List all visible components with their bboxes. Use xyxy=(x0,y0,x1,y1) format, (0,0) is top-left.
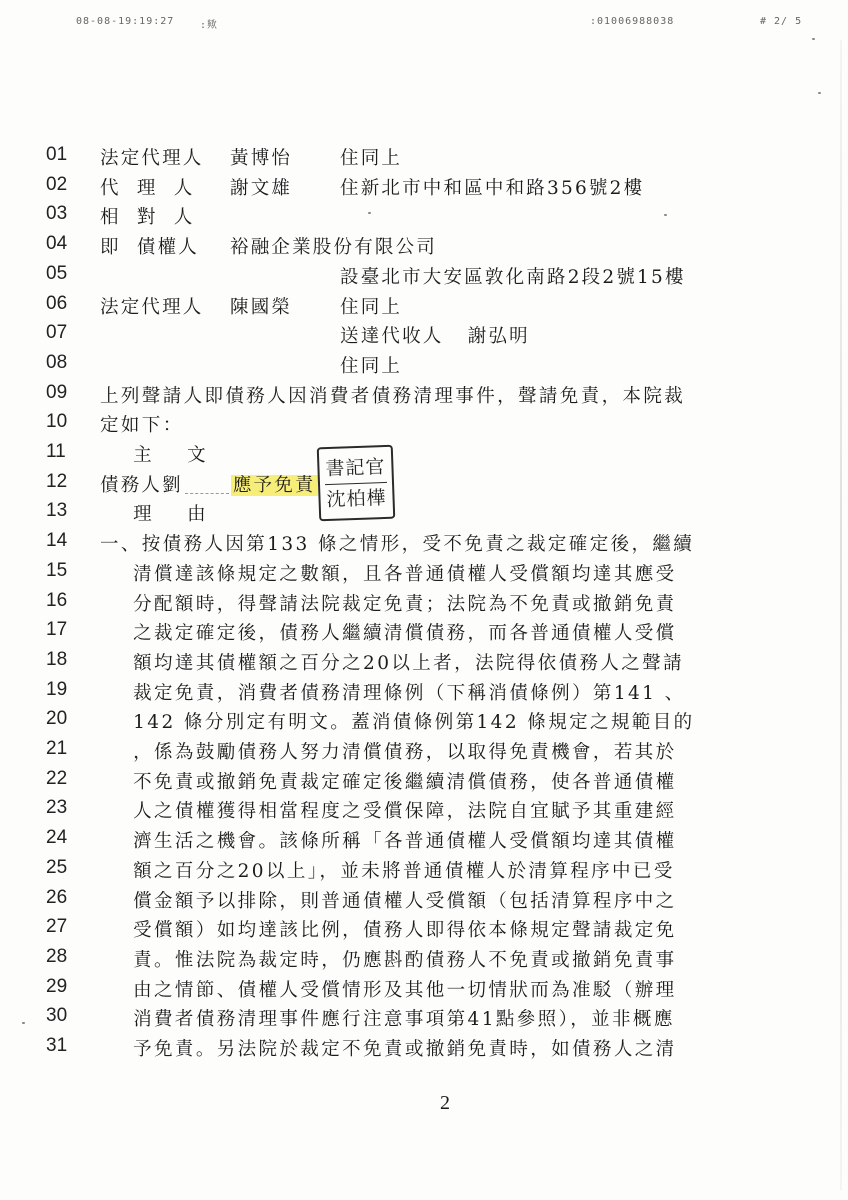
party-field: 住同上 xyxy=(340,296,403,318)
line-text: 責。惟法院為裁定時，仍應斟酌債務人不免責或撤銷免責事 xyxy=(100,949,677,971)
party-field: 住同上 xyxy=(340,355,403,377)
document-line xyxy=(0,768,848,798)
document-line xyxy=(0,352,848,382)
document-line xyxy=(0,233,848,263)
fax-timestamp: 08-08-19:19:27 xyxy=(76,16,175,27)
fax-sender: :歟 xyxy=(200,20,219,31)
line-number: 13 xyxy=(46,500,68,522)
document-line xyxy=(0,827,848,857)
line-text: 主 文 xyxy=(100,445,209,466)
line-text: 142 條分別定有明文。蓋消債條例第142 條規定之規範目的 xyxy=(100,712,695,734)
line-number: 07 xyxy=(46,322,68,344)
line-number: 23 xyxy=(46,797,68,819)
line-number: 28 xyxy=(46,945,68,967)
party-field: 住新北市中和區中和路356號2樓 xyxy=(340,177,645,199)
document-line xyxy=(0,946,848,976)
document-line xyxy=(0,174,848,204)
line-number: 29 xyxy=(46,975,68,997)
highlighted-ruling: 應予免責 xyxy=(232,474,316,496)
line-number: 09 xyxy=(46,381,68,403)
line-number: 18 xyxy=(46,648,68,670)
fax-page: # 2/ 5 xyxy=(760,16,803,27)
line-text: 額之百分之20以上」，並未將普通債權人於清算程序中已受 xyxy=(100,860,675,882)
line-number: 10 xyxy=(46,411,68,433)
seal-name: 沈柏樺 xyxy=(326,486,387,511)
scan-speck xyxy=(812,38,815,40)
clerk-seal xyxy=(317,445,396,522)
scan-speck xyxy=(818,92,821,94)
party-field: 送達代收人 謝弘明 xyxy=(340,326,530,348)
document-line xyxy=(0,738,848,768)
line-text: 濟生活之機會。該條所稱「各普通債權人受償額均達其債權 xyxy=(100,831,677,853)
line-text: 一、按債務人因第133 條之情形，受不免責之裁定確定後，繼續 xyxy=(100,534,695,556)
line-number: 02 xyxy=(46,173,68,195)
document-line xyxy=(0,411,848,441)
document-line xyxy=(0,649,848,679)
document-line xyxy=(0,590,848,620)
line-number: 06 xyxy=(46,292,68,314)
line-number: 22 xyxy=(46,767,68,789)
line-text: 消費者債務清理事件應行注意事項第41點參照），並非概應 xyxy=(100,1009,675,1031)
document-line xyxy=(0,976,848,1006)
party-field: 即 債權人 xyxy=(100,237,199,259)
line-number: 05 xyxy=(46,262,68,284)
line-text: 清償達該條規定之數額，且各普通債權人受償額均達其應受 xyxy=(100,563,677,585)
line-text: 理 由 xyxy=(100,504,209,526)
document-line xyxy=(0,263,848,293)
line-number: 16 xyxy=(46,589,68,611)
line-number: 31 xyxy=(46,1035,68,1056)
document-line xyxy=(0,1005,848,1035)
line-text: 由之情節、債權人受償情形及其他一切情狀而為准駁（辦理 xyxy=(100,979,677,1001)
document-line xyxy=(0,144,848,174)
document-line xyxy=(0,322,848,352)
party-field: 黃博怡 xyxy=(230,148,293,169)
line-number: 01 xyxy=(46,144,68,165)
line-number: 14 xyxy=(46,530,68,552)
line-text: 受償額）如均達該比例，債務人即得依本條規定聲請裁定免 xyxy=(100,920,677,942)
line-number: 30 xyxy=(46,1005,68,1027)
party-field: 法定代理人 xyxy=(100,148,204,169)
line-number: 12 xyxy=(46,470,68,492)
party-field: 法定代理人 xyxy=(100,296,204,318)
ruling-subject: 債務人劉 xyxy=(100,474,183,496)
redacted-name xyxy=(185,479,229,494)
fax-number: :01006988038 xyxy=(590,16,675,27)
document-line xyxy=(0,293,848,323)
line-number: 15 xyxy=(46,559,68,581)
line-number: 08 xyxy=(46,351,68,373)
document-line xyxy=(0,887,848,917)
line-text: 定如下： xyxy=(100,415,184,437)
line-number: 27 xyxy=(46,916,68,938)
line-number: 25 xyxy=(46,856,68,878)
line-number: 04 xyxy=(46,233,68,255)
party-field: 住同上 xyxy=(340,148,403,169)
line-number: 17 xyxy=(46,619,68,641)
line-text: 分配額時，得聲請法院裁定免責；法院為不免責或撤銷免責 xyxy=(100,593,677,615)
line-number: 03 xyxy=(46,203,68,225)
line-text: 上列聲請人即債務人因消費者債務清理事件，聲請免責，本院裁 xyxy=(100,385,686,407)
party-field: 陳國榮 xyxy=(230,296,293,318)
ruling-text xyxy=(100,471,318,497)
party-field: 裕融企業股份有限公司 xyxy=(230,237,438,259)
line-number: 21 xyxy=(46,738,68,759)
line-text: 額均達其債權額之百分之20以上者，法院得依債務人之聲請 xyxy=(100,652,684,674)
line-text: ，係為鼓勵債務人努力清償債務，以取得免責機會，若其於 xyxy=(100,742,677,763)
party-field: 代 理 人 xyxy=(100,177,195,199)
document-line xyxy=(0,619,848,649)
document-line xyxy=(0,708,848,738)
party-field: 相 對 人 xyxy=(100,207,195,229)
document-line xyxy=(0,1035,848,1065)
document-line xyxy=(0,530,848,560)
party-field: 謝文雄 xyxy=(230,177,293,199)
line-text: 予免責。另法院於裁定不免責或撤銷免責時，如債務人之清 xyxy=(100,1039,677,1060)
document-line xyxy=(0,382,848,412)
document-line xyxy=(0,203,848,233)
line-number: 24 xyxy=(46,827,68,849)
seal-title: 書記官 xyxy=(325,455,386,480)
page-number: 2 xyxy=(440,1092,450,1114)
line-text: 之裁定確定後，債務人繼續清償債務，而各普通債權人受償 xyxy=(100,623,677,645)
document-line xyxy=(0,797,848,827)
document-line xyxy=(0,857,848,887)
party-field: 設臺北市大安區敦化南路2段2號15樓 xyxy=(340,266,686,288)
line-number: 20 xyxy=(46,708,68,730)
document-line xyxy=(0,441,848,471)
document-line xyxy=(0,500,848,530)
document-line xyxy=(0,560,848,590)
line-number: 11 xyxy=(46,441,66,462)
document-line xyxy=(0,916,848,946)
line-text: 償金額予以排除，則普通債權人受償額（包括清算程序中之 xyxy=(100,890,677,912)
line-number: 19 xyxy=(46,678,68,700)
line-text: 不免責或撤銷免責裁定確定後繼續清償債務，使各普通債權 xyxy=(100,771,677,793)
line-text: 人之債權獲得相當程度之受償保障，法院自宜賦予其重建經 xyxy=(100,801,677,823)
document-line xyxy=(0,471,848,501)
line-text: 裁定免責，消費者債務清理條例（下稱消債條例）第141 、 xyxy=(100,682,686,704)
line-number: 26 xyxy=(46,886,68,908)
document-line xyxy=(0,679,848,709)
